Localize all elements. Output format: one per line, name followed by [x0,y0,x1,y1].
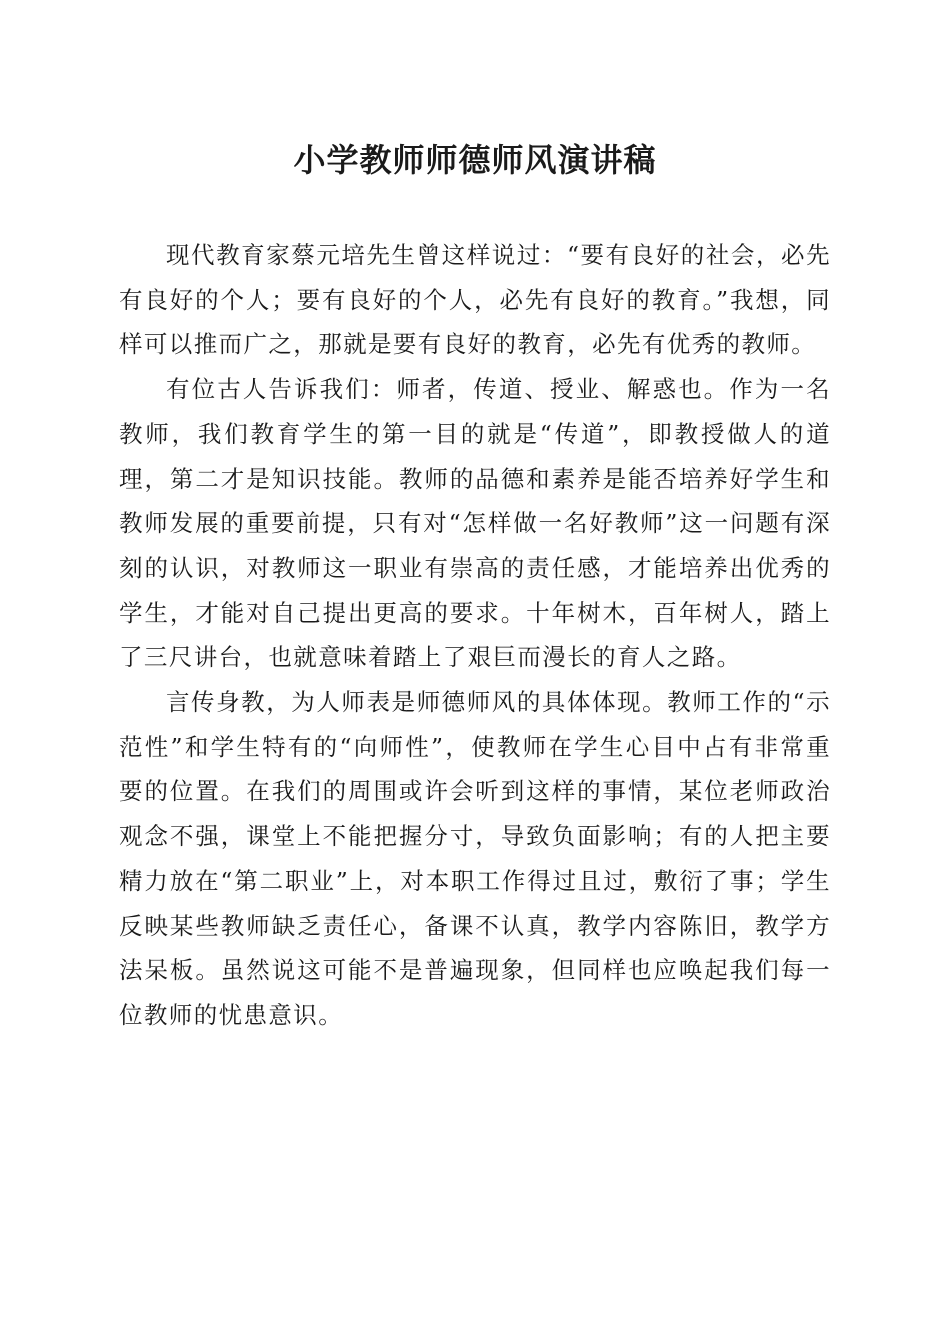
document-title: 小学教师师德师风演讲稿 [293,141,657,179]
paragraph: 有位古人告诉我们：师者，传道、授业、解惑也。作为一名教师，我们教育学生的第一目的就是“传道”，即教授做人的道理，第二才是知识技能。教师的品德和素养是能否培养好学生和教师发展的重要前提，只有对“怎样做一名好教师”这一问题有深刻的认识，对教师这一职业有崇高的责任感，才能培养出优秀的学生，才能对自己提出更高的要求。十年树木，百年树人，踏上了三尺讲台，也就意味着踏上了艰巨而漫长的育人之路。 [119,375,831,672]
paragraph: 现代教育家蔡元培先生曾这样说过：“要有良好的社会，必先有良好的个人；要有良好的个人，必先有良好的教育。”我想，同样可以推而广之，那就是要有良好的教育，必先有优秀的教师。 [119,241,831,359]
paragraph: 言传身教，为人师表是师德师风的具体体现。教师工作的“示范性”和学生特有的“向师性”，使教师在学生心目中占有非常重要的位置。在我们的周围或许会听到这样的事情，某位老师政治观念不强，课堂上不能把握分寸，导致负面影响；有的人把主要精力放在“第二职业”上，对本职工作得过且过，敷衍了事；学生反映某些教师缺乏责任心，备课不认真，教学内容陈旧，教学方法呆板。虽然说这可能不是普遍现象，但同样也应唤起我们每一位教师的忧患意识。 [119,688,831,1029]
document-body [119,233,831,1038]
